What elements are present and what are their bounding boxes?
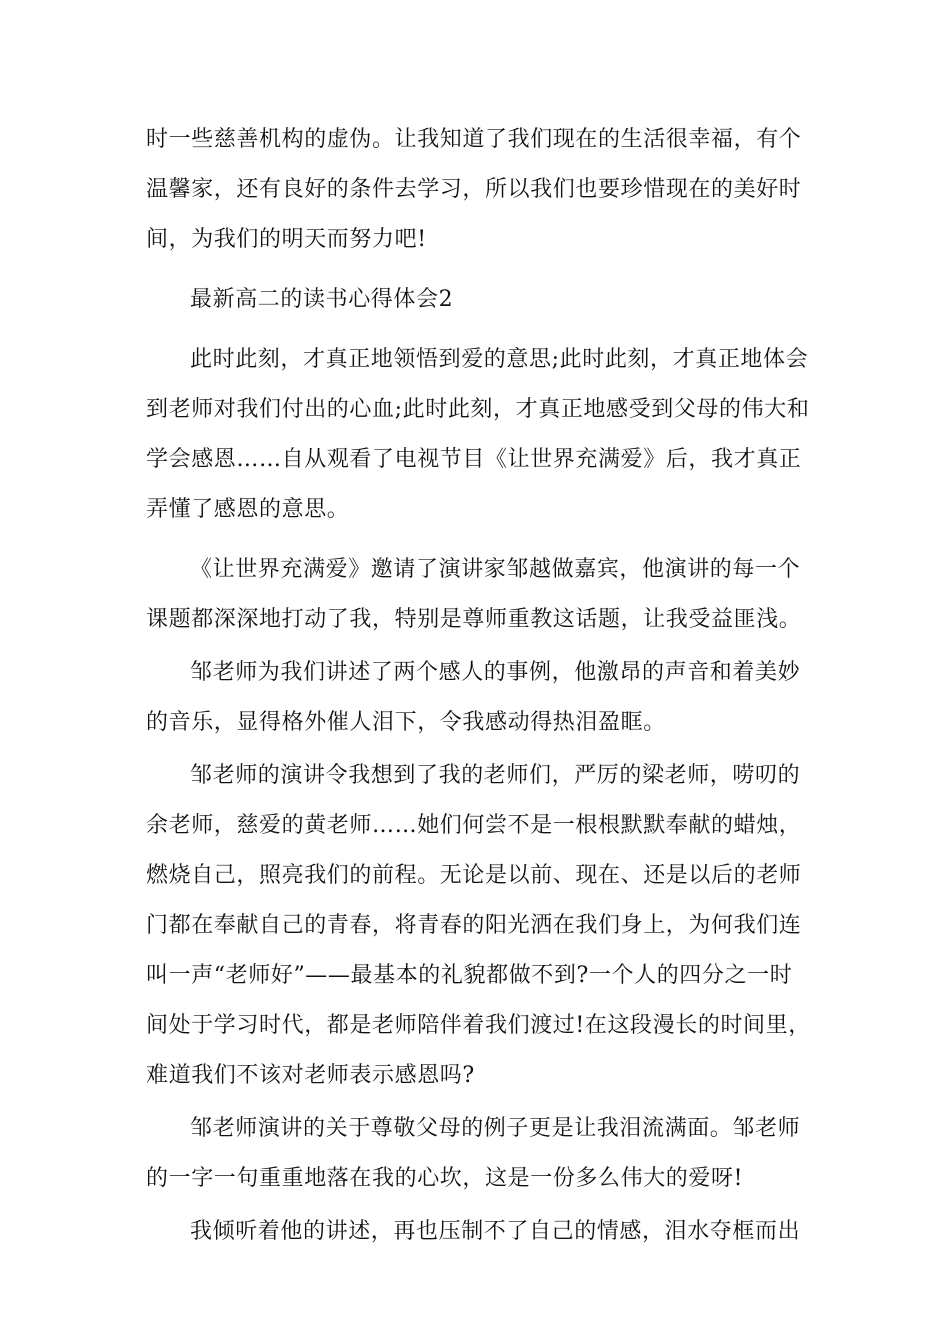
text-line: 到老师对我们付出的心血;此时此刻，才真正地感受到父母的伟大和 bbox=[146, 397, 810, 422]
text-line: 我倾听着他的讲述，再也压制不了自己的情感，泪水夺框而出 bbox=[190, 1219, 801, 1244]
text-line: 邹老师为我们讲述了两个感人的事例，他激昂的声音和着美妙 bbox=[190, 660, 801, 685]
text-line: 门都在奉献自己的青春，将青春的阳光洒在我们身上，为何我们连 bbox=[146, 913, 802, 938]
text-line: 邹老师演讲的关于尊敬父母的例子更是让我泪流满面。邹老师 bbox=[190, 1116, 801, 1141]
text-line: 《让世界充满爱》邀请了演讲家邹越做嘉宾，他演讲的每一个 bbox=[190, 557, 801, 582]
document-body bbox=[146, 128, 810, 1244]
text-line: 间处于学习时代，都是老师陪伴着我们渡过!在这段漫长的时间里， bbox=[146, 1013, 811, 1038]
text-line: 此时此刻，才真正地领悟到爱的意思;此时此刻，才真正地体会 bbox=[190, 347, 809, 372]
text-line: 弄懂了感恩的意思。 bbox=[146, 497, 350, 522]
text-line: 难道我们不该对老师表示感恩吗? bbox=[146, 1063, 475, 1088]
text-line: 温馨家，还有良好的条件去学习，所以我们也要珍惜现在的美好时 bbox=[146, 177, 802, 202]
text-line: 的音乐，显得格外催人泪下，令我感动得热泪盈眶。 bbox=[146, 710, 666, 735]
text-line: 叫一声“老师好”——最基本的礼貌都做不到?一个人的四分之一时 bbox=[146, 963, 793, 988]
text-line: 燃烧自己，照亮我们的前程。无论是以前、现在、还是以后的老师 bbox=[146, 863, 802, 888]
section-heading: 最新高二的读书心得体会2 bbox=[190, 287, 454, 312]
text-line: 间，为我们的明天而努力吧! bbox=[146, 227, 427, 252]
text-line: 课题都深深地打动了我，特别是尊师重教这话题，让我受益匪浅。 bbox=[146, 607, 802, 632]
text-line: 余老师，慈爱的黄老师……她们何尝不是一根根默默奉献的蜡烛， bbox=[146, 813, 802, 838]
text-line: 的一字一句重重地落在我的心坎，这是一份多么伟大的爱呀! bbox=[146, 1166, 744, 1191]
text-line: 邹老师的演讲令我想到了我的老师们，严厉的梁老师，唠叨的 bbox=[190, 763, 801, 788]
text-line: 学会感恩……自从观看了电视节目《让世界充满爱》后，我才真正 bbox=[146, 447, 802, 472]
text-line: 时一些慈善机构的虚伪。让我知道了我们现在的生活很幸福，有个 bbox=[146, 127, 802, 152]
